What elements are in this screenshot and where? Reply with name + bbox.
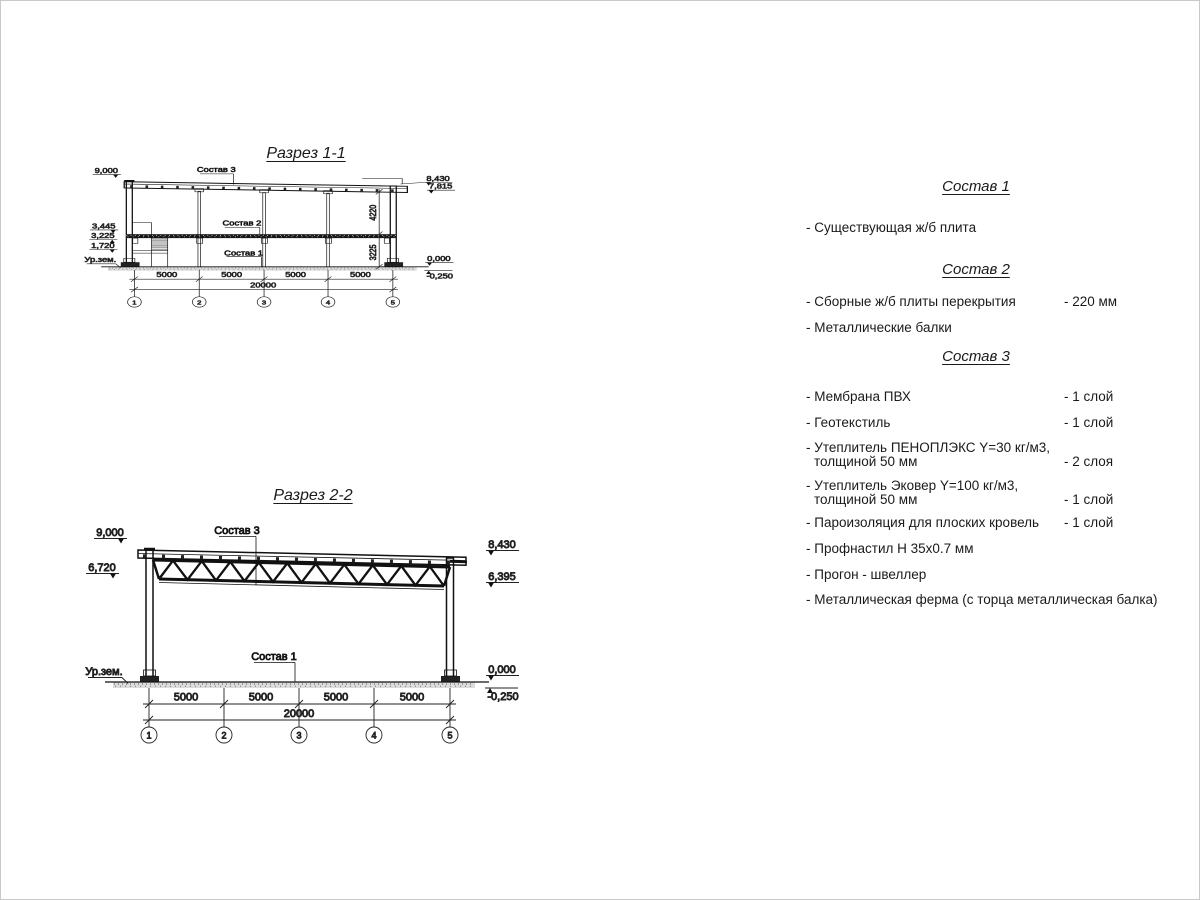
elev-3225: 3,225 <box>91 231 115 240</box>
composition-item: - Мембрана ПВХ <box>806 389 911 404</box>
total-dim: 20000 <box>283 708 315 720</box>
axis-bubble: 5 <box>447 730 453 741</box>
composition-item-qty: - 2 слоя <box>1064 454 1114 469</box>
total-dim: 20000 <box>250 280 277 290</box>
elev-6395: 6,395 <box>488 571 516 583</box>
composition-item: - Металлическая ферма (с торца металлическая балка) <box>806 592 1158 607</box>
ground <box>105 682 489 688</box>
elev-8430: 8,430 <box>488 539 516 551</box>
section2-title: Разрез 2-2 <box>273 487 353 504</box>
span-dim: 5000 <box>323 691 349 704</box>
bottom-dimensions <box>141 688 458 743</box>
composition-leaders <box>214 525 297 682</box>
elev-3445: 3,445 <box>92 221 116 231</box>
composition-item-qty: - 220 мм <box>1064 294 1118 309</box>
composition-leaders <box>197 165 264 267</box>
span-dim: 5000 <box>350 270 371 279</box>
interior-columns <box>198 191 329 267</box>
building-columns <box>144 549 454 682</box>
axis-bubble: 1 <box>132 299 137 306</box>
composition-item: - Утеплитель ПЕНОПЛЭКС Y=30 кг/м3, <box>806 440 1051 455</box>
composition-item: - Существующая ж/б плита <box>806 220 977 235</box>
axis-bubble: 2 <box>221 730 227 741</box>
composition-item-qty: - 1 слой <box>1064 415 1114 430</box>
span-dim: 5000 <box>248 691 274 704</box>
composition-item: - Сборные ж/б плиты перекрытия <box>806 294 1016 309</box>
axis-bubble: 3 <box>261 299 267 306</box>
composition-item-qty: - 1 слой <box>1064 515 1114 530</box>
axis-bubble: 2 <box>197 299 202 306</box>
composition-item: - Прогон - швеллер <box>806 567 927 582</box>
elev-0000: 0,000 <box>427 254 451 263</box>
elev-9000: 9,000 <box>94 166 119 175</box>
vertical-dimensions <box>367 189 383 269</box>
elev-8430: 8,430 <box>426 173 450 183</box>
composition-item: - Профнастил Н 35х0.7 мм <box>806 541 974 556</box>
span-dim: 5000 <box>173 691 199 704</box>
ground-level-label: Ур.зем. <box>84 255 117 264</box>
elev-m0250: -0,250 <box>487 691 519 703</box>
elev-m0250: -0,250 <box>426 271 454 281</box>
roof <box>124 178 407 193</box>
elev-0000: 0,000 <box>488 664 516 676</box>
elev-6720: 6,720 <box>88 562 116 574</box>
section2-drawing <box>79 481 531 751</box>
leader-sostav2: Состав 2 <box>222 218 262 228</box>
elev-9000: 9,000 <box>96 527 124 539</box>
staircase <box>132 222 167 266</box>
composition-item-line2: толщиной 50 мм <box>814 492 918 507</box>
leader-sostav1: Состав 1 <box>251 651 297 663</box>
composition2-heading: Состав 2 <box>942 261 1010 278</box>
elev-1720: 1,720 <box>91 241 115 250</box>
section1-title: Разрез 1-1 <box>266 145 346 162</box>
section1-drawing <box>79 141 531 403</box>
composition-item-line2: толщиной 50 мм <box>814 454 918 469</box>
leader-sostav1: Состав 1 <box>224 248 264 258</box>
span-dim: 5000 <box>221 270 243 279</box>
composition1-heading: Состав 1 <box>942 178 1010 195</box>
composition-item: - Пароизоляция для плоских кровель <box>806 515 1040 530</box>
elev-7815: 7,815 <box>428 181 453 191</box>
span-dim: 5000 <box>285 270 307 279</box>
leader-sostav3: Состав 3 <box>214 525 260 537</box>
axis-bubble: 4 <box>371 730 377 741</box>
composition-item-qty: - 1 слой <box>1064 389 1114 404</box>
composition-item: - Металлические балки <box>806 320 952 335</box>
span-dim: 5000 <box>156 270 178 279</box>
bottom-dimensions <box>128 270 400 307</box>
footings <box>121 258 403 266</box>
axis-bubble: 3 <box>296 730 302 741</box>
span-dim: 5000 <box>399 691 425 704</box>
ground-level-label: Ур.зем. <box>85 666 123 678</box>
composition-item-qty: - 1 слой <box>1064 492 1114 507</box>
composition-item: - Утеплитель Эковер Y=100 кг/м3, <box>806 478 1019 493</box>
axis-bubble: 4 <box>325 299 331 306</box>
composition3-heading: Состав 3 <box>942 348 1010 365</box>
footings <box>140 670 460 682</box>
vdim-4220: 4220 <box>366 204 379 221</box>
axis-bubble: 5 <box>390 299 395 306</box>
ground <box>101 267 428 271</box>
leader-sostav3: Состав 3 <box>196 165 236 174</box>
vdim-3225: 3225 <box>366 244 379 261</box>
axis-bubble: 1 <box>146 730 152 741</box>
composition-item: - Геотекстиль <box>806 415 891 430</box>
